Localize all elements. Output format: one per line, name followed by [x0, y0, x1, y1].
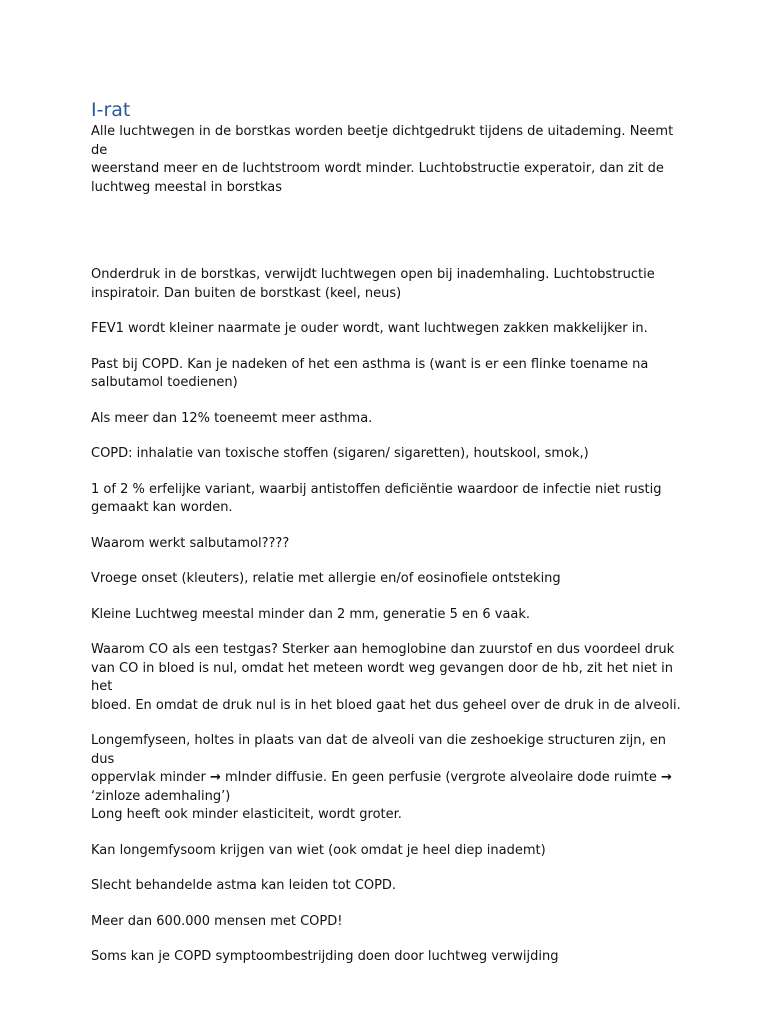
- paragraph: [91, 410, 691, 429]
- page-title: I-rat: [91, 99, 131, 121]
- text-line: Meer dan 600.000 mensen met COPD!: [91, 913, 343, 929]
- text-line: Als meer dan 12% toeneemt meer asthma.: [91, 410, 373, 426]
- text-line: Onderdruk in de borstkas, verwijdt luchtwegen open bij inademhaling. Luchtobstructie: [91, 267, 655, 282]
- text-line: Waarom CO als een testgas? Sterker aan hemoglobine dan zuurstof en dus voordeel druk: [91, 642, 675, 657]
- text-line: Past bij COPD. Kan je nadeken of het een asthma is (want is er een flinke toename na: [91, 356, 649, 372]
- text-line: Kleine Luchtweg meestal minder dan 2 mm, generatie 5 en 6 vaak.: [91, 606, 531, 622]
- paragraph: [91, 481, 691, 518]
- paragraph: [91, 570, 691, 589]
- paragraph: [91, 732, 691, 825]
- text-line: oppervlak minder: [91, 770, 210, 785]
- text-line: Slecht behandelde astma kan leiden tot COPD.: [91, 878, 397, 893]
- text-line: Kan longemfysoom krijgen van wiet (ook omdat je heel diep inademt): [91, 842, 546, 858]
- text-line: mInder diffusie. En geen perfusie (vergrote alveolaire dode ruimte: [220, 770, 661, 785]
- text-line: inspiratoir. Dan buiten de borstkast (keel, neus): [91, 285, 402, 301]
- paragraph: [91, 913, 691, 932]
- arrow-right-icon: →: [660, 770, 672, 785]
- text-line: weerstand meer en de luchtstroom wordt minder. Luchtobstructie experatoir, dan zit de: [91, 161, 664, 176]
- paragraph: [91, 877, 691, 896]
- paragraph: [91, 641, 691, 715]
- text-line: Longemfyseen, holtes in plaats van dat de alveoli van die zeshoekige structuren zijn, en dus: [91, 733, 666, 767]
- text-line: luchtweg meestal in borstkas: [91, 179, 283, 195]
- text-line: bloed. En omdat de druk nul is in het bloed gaat het dus geheel over de druk in de alveoli.: [91, 697, 681, 713]
- paragraph: [91, 606, 691, 625]
- text-line: 1 of 2 % erfelijke variant, waarbij antistoffen deficiëntie waardoor de infectie niet rustig: [91, 481, 662, 497]
- text-line: Alle luchtwegen in de borstkas worden beetje dichtgedrukt tijdens de uitademing. Neemt de: [91, 124, 674, 158]
- paragraph: [91, 445, 691, 464]
- paragraph: [91, 266, 691, 303]
- paragraph: [91, 535, 691, 554]
- document-body: [91, 266, 691, 967]
- paragraph: [91, 356, 691, 393]
- paragraph: [91, 948, 691, 967]
- text-line: Vroege onset (kleuters), relatie met allergie en/of eosinofiele ontsteking: [91, 571, 561, 586]
- text-line: FEV1 wordt kleiner naarmate je ouder wordt, want luchtwegen zakken makkelijker in.: [91, 321, 648, 336]
- text-line: salbutamol toedienen): [91, 375, 238, 390]
- text-line: Waarom werkt salbutamol????: [91, 535, 290, 551]
- paragraph: [91, 320, 691, 339]
- text-line: Long heeft ook minder elasticiteit, wordt groter.: [91, 807, 402, 822]
- text-line: ‘zinloze ademhaling’): [91, 788, 231, 804]
- intro-paragraph: [91, 123, 691, 197]
- paragraph: [91, 123, 691, 197]
- text-line: van CO in bloed is nul, omdat het meteen wordt weg gevangen door de hb, zit het niet in het: [91, 660, 673, 694]
- arrow-right-icon: →: [209, 770, 221, 785]
- text-line: Soms kan je COPD symptoombestrijding doen door luchtweg verwijding: [91, 949, 559, 964]
- text-line: gemaakt kan worden.: [91, 500, 233, 515]
- text-line: COPD: inhalatie van toxische stoffen (sigaren/ sigaretten), houtskool, smok,): [91, 446, 589, 461]
- paragraph: [91, 842, 691, 861]
